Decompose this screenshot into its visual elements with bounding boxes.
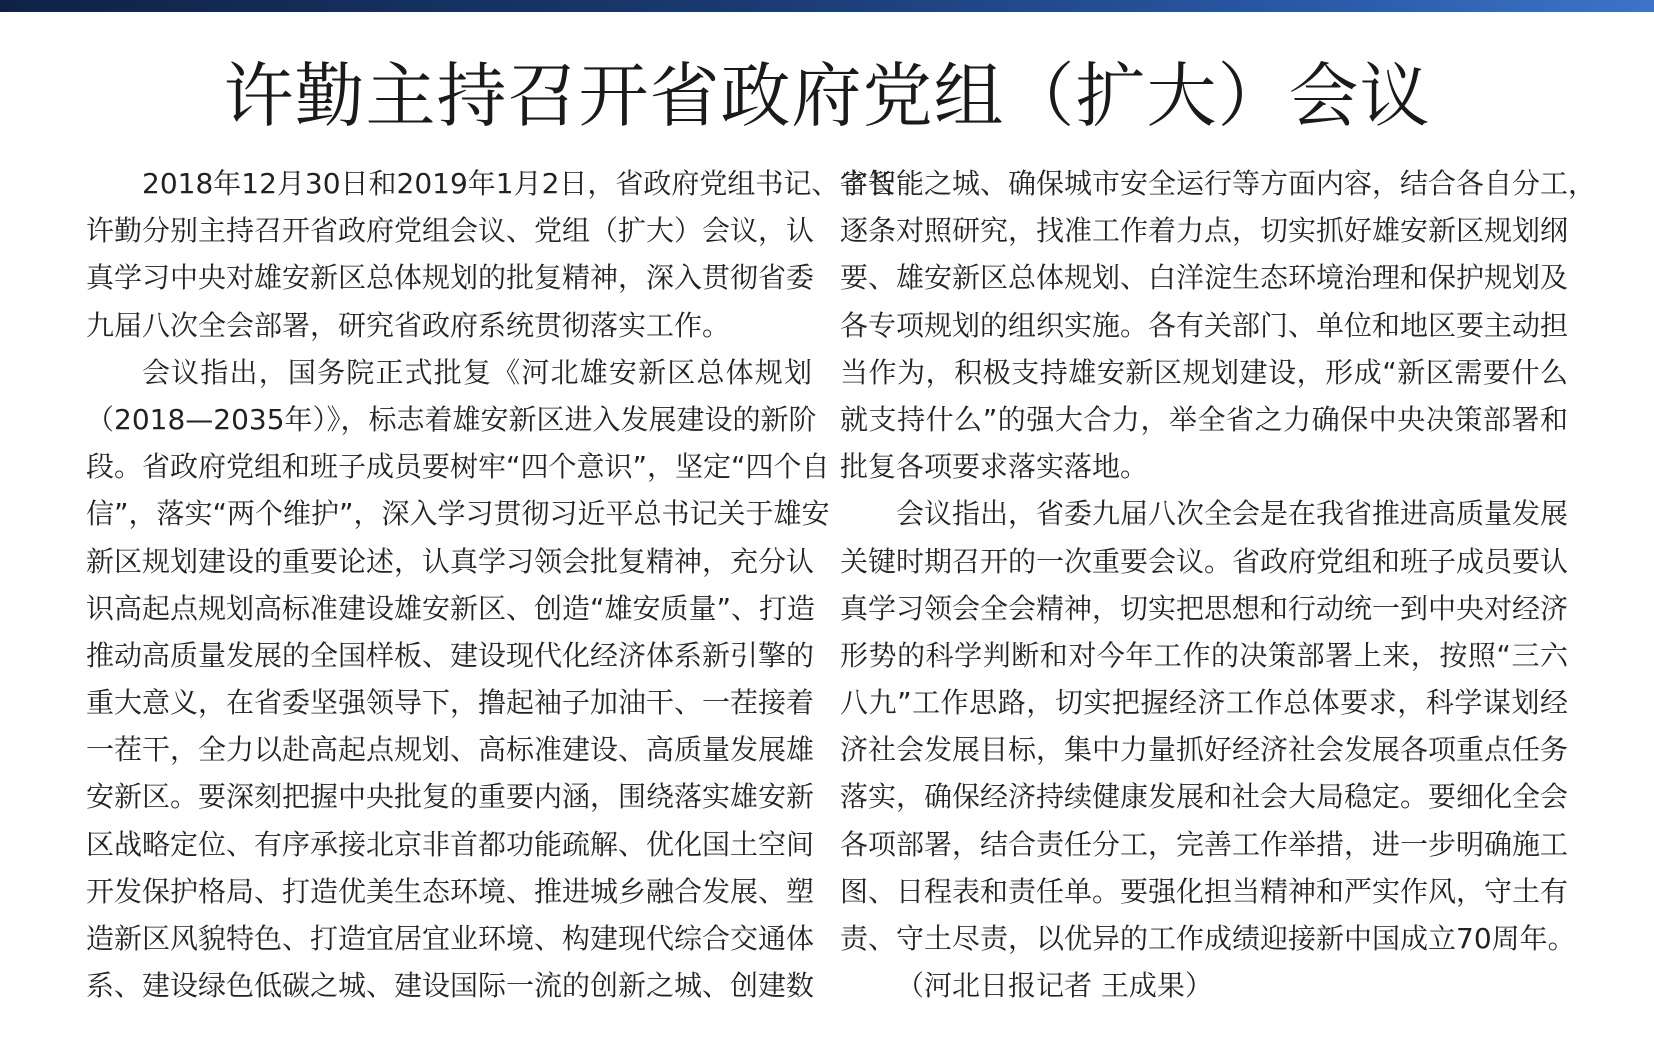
article-text-line: 各专项规划的组织实施。各有关部门、单位和地区要主动担	[840, 308, 1569, 342]
article-text-line: 段。省政府党组和班子成员要树牢“四个意识”，坚定“四个自	[86, 450, 830, 484]
article-text-line: 当作为，积极支持雄安新区规划建设，形成“新区需要什么	[840, 355, 1568, 389]
article-text-line: 系、建设绿色低碳之城、建设国际一流的创新之城、创建数	[86, 969, 815, 1003]
article-text-line: 逐条对照研究，找准工作着力点，切实抓好雄安新区规划纲	[840, 214, 1569, 248]
article-title: 许勤主持召开省政府党组（扩大）会议	[223, 55, 1431, 137]
article-text-line: 开发保护格局、打造优美生态环境、推进城乡融合发展、塑	[86, 874, 815, 908]
article-text-line: 会议指出，省委九届八次全会是在我省推进高质量发展	[896, 497, 1569, 531]
article-text-line: 许勤分别主持召开省政府党组会议、党组（扩大）会议，认	[86, 214, 815, 248]
article-body-right-column	[840, 160, 1597, 1009]
top-banner-bar	[0, 0, 1654, 12]
article-text-line: 安新区。要深刻把握中央批复的重要内涵，围绕落实雄安新	[86, 780, 815, 814]
article-text-line: 九届八次全会部署，研究省政府系统贯彻落实工作。	[86, 308, 731, 342]
article-text-line: 要、雄安新区总体规划、白洋淀生态环境治理和保护规划及	[840, 261, 1569, 295]
article-text-line: 一茬干，全力以赴高起点规划、高标准建设、高质量发展雄	[86, 733, 815, 767]
article-text-line: 形势的科学判断和对今年工作的决策部署上来，按照“三六	[840, 638, 1568, 672]
article-text-line: （2018—2035年）》，标志着雄安新区进入发展建设的新阶	[86, 402, 817, 436]
article-text-line: 推动高质量发展的全国样板、建设现代化经济体系新引擎的	[86, 638, 815, 672]
article-text-line: （河北日报记者 王成果）	[896, 969, 1213, 1003]
article-text-line: 各项部署，结合责任分工，完善工作举措，进一步明确施工	[840, 827, 1569, 861]
article-text-line: 信”，落实“两个维护”，深入学习贯彻习近平总书记关于雄安	[86, 497, 830, 531]
article-text-line: 字智能之城、确保城市安全运行等方面内容，结合各自分工，	[840, 167, 1597, 200]
article-text-line: 落实，确保经济持续健康发展和社会大局稳定。要细化全会	[840, 780, 1569, 814]
article-text-line: 责、守土尽责，以优异的工作成绩迎接新中国成立70周年。	[840, 922, 1576, 955]
article-text-line: 批复各项要求落实落地。	[840, 450, 1149, 484]
article-text-line: 就支持什么”的强大合力，举全省之力确保中央决策部署和	[840, 402, 1568, 436]
article-text-line: 真学习中央对雄安新区总体规划的批复精神，深入贯彻省委	[86, 261, 815, 295]
article-text-line: 新区规划建设的重要论述，认真学习领会批复精神，充分认	[86, 544, 815, 578]
article-text-line: 造新区风貌特色、打造宜居宜业环境、构建现代综合交通体	[86, 922, 815, 955]
article-text-line: 会议指出，国务院正式批复《河北雄安新区总体规划	[142, 355, 812, 389]
article-body-left-column	[86, 160, 896, 1009]
article-text-line: 真学习领会全会精神，切实把思想和行动统一到中央对经济	[840, 591, 1569, 625]
article-text-line: 2018年12月30日和2019年1月2日，省政府党组书记、省长	[142, 167, 896, 200]
article-text-line: 图、日程表和责任单。要强化担当精神和严实作风，守土有	[840, 874, 1569, 908]
article-text-line: 济社会发展目标，集中力量抓好经济社会发展各项重点任务	[840, 733, 1569, 767]
article-text-line: 识高起点规划高标准建设雄安新区、创造“雄安质量”、打造	[86, 591, 816, 625]
article-text-line: 区战略定位、有序承接北京非首都功能疏解、优化国土空间	[86, 827, 815, 861]
article-text-line: 关键时期召开的一次重要会议。省政府党组和班子成员要认	[840, 544, 1569, 578]
article-text-line: 重大意义，在省委坚强领导下，撸起袖子加油干、一茬接着	[86, 686, 815, 720]
article-text-line: 八九”工作思路，切实把握经济工作总体要求，科学谋划经	[840, 686, 1568, 720]
